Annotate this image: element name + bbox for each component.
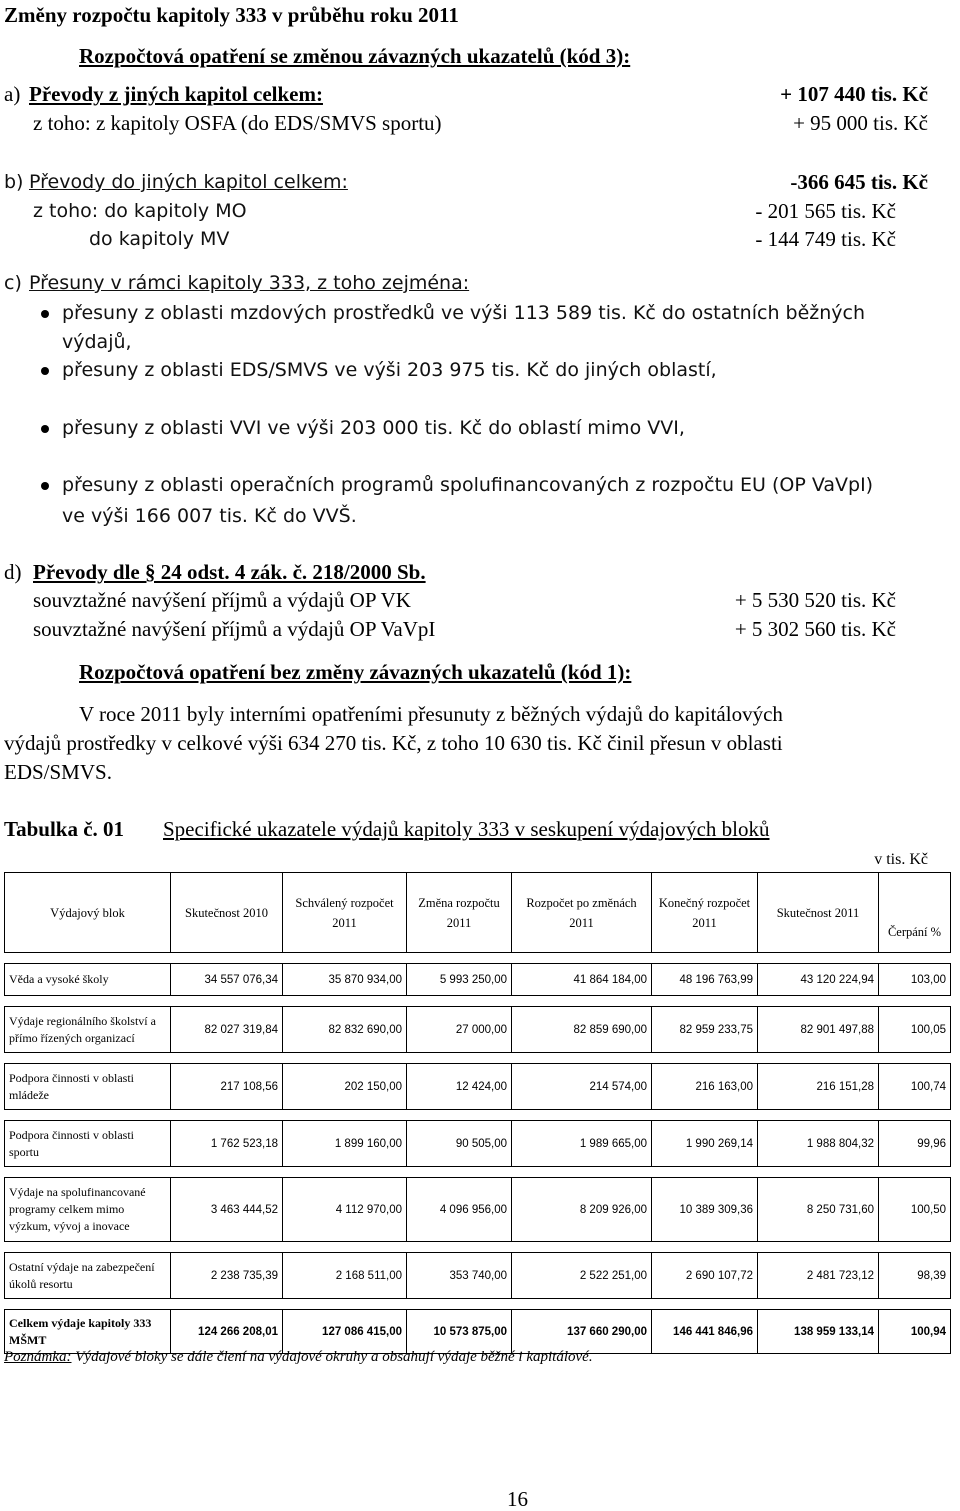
page-title: Změny rozpočtu kapitoly 333 v průběhu roku 2011: [4, 3, 459, 27]
cell: 2 481 723,12: [758, 1253, 879, 1299]
table-row: [5, 964, 951, 996]
table-spacer: [5, 953, 951, 964]
header-cell: Rozpočet po změnách 2011: [512, 873, 652, 953]
cell: 100,74: [879, 1064, 951, 1110]
cell: 214 574,00: [512, 1064, 652, 1110]
cell: 34 557 076,34: [171, 964, 283, 996]
cell: 146 441 846,96: [652, 1310, 758, 1354]
cell: 8 250 731,60: [758, 1178, 879, 1242]
cell: 8 209 926,00: [512, 1178, 652, 1242]
item-b-value: -366 645 tis. Kč: [790, 170, 928, 194]
row-name: Věda a vysoké školy: [5, 964, 171, 996]
cell: 82 027 319,84: [171, 1007, 283, 1053]
cell: 1 989 665,00: [512, 1121, 652, 1167]
header-cell: Čerpání %: [879, 873, 951, 953]
item-d-sub1-value: + 5 530 520 tis. Kč: [734, 588, 896, 612]
cell: 43 120 224,94: [758, 964, 879, 996]
cell: 103,00: [879, 964, 951, 996]
item-a-value: + 107 440 tis. Kč: [780, 82, 928, 106]
bullet-icon: [41, 425, 49, 433]
table-spacer: [5, 996, 951, 1007]
table-unit: v tis. Kč: [874, 851, 928, 868]
paragraph-line2: výdajů prostředky v celkové výši 634 270 tis. Kč, z toho 10 630 tis. Kč činil přesun v oblasti: [4, 731, 783, 755]
cell: 5 993 250,00: [407, 964, 512, 996]
cell: 138 959 133,14: [758, 1310, 879, 1354]
row-name: Podpora činnosti v oblasti mládeže: [5, 1064, 171, 1110]
item-c-bullet4-line2: ve výši 166 007 tis. Kč do VVŠ.: [62, 505, 357, 527]
table-label: Tabulka č. 01: [4, 817, 125, 841]
row-name: Ostatní výdaje na zabezpečení úkolů resortu: [5, 1253, 171, 1299]
item-b-sub2-value: - 144 749 tis. Kč: [755, 227, 896, 251]
item-a-sub-label: z toho: z kapitoly OSFA (do EDS/SMVS sportu): [33, 111, 442, 135]
header-cell: Výdajový blok: [5, 873, 171, 953]
table-row: [5, 1253, 951, 1299]
cell: 3 463 444,52: [171, 1178, 283, 1242]
bullet-icon: [41, 367, 49, 375]
item-c-bullet3: přesuny z oblasti VVI ve výši 203 000 tis. Kč do oblastí mimo VVI,: [62, 417, 685, 439]
note-label: Poznámka:: [4, 1349, 72, 1365]
header-cell: Změna rozpočtu 2011: [407, 873, 512, 953]
header-cell: Skutečnost 2011: [758, 873, 879, 953]
table-spacer: [5, 1110, 951, 1121]
item-b-sub1-value: - 201 565 tis. Kč: [755, 199, 896, 223]
cell: 27 000,00: [407, 1007, 512, 1053]
item-b-label: Převody do jiných kapitol celkem:: [29, 171, 348, 193]
cell: 216 151,28: [758, 1064, 879, 1110]
item-b-sub1-label: z toho: do kapitoly MO: [33, 200, 247, 222]
cell: 202 150,00: [283, 1064, 407, 1110]
cell: 99,96: [879, 1121, 951, 1167]
header-cell: Konečný rozpočet 2011: [652, 873, 758, 953]
cell: 100,50: [879, 1178, 951, 1242]
item-c-bullet1-line2: výdajů,: [62, 331, 132, 353]
cell: 90 505,00: [407, 1121, 512, 1167]
table-caption: Specifické ukazatele výdajů kapitoly 333 v seskupení výdajových bloků: [163, 817, 770, 841]
table-row: [5, 1007, 951, 1053]
cell: 353 740,00: [407, 1253, 512, 1299]
table-row: [5, 1121, 951, 1167]
cell: 35 870 934,00: [283, 964, 407, 996]
item-c-label: Přesuny v rámci kapitoly 333, z toho zejména:: [29, 272, 470, 294]
bullet-icon: [41, 482, 49, 490]
cell: 100,05: [879, 1007, 951, 1053]
cell: 82 832 690,00: [283, 1007, 407, 1053]
item-d-marker: d): [4, 560, 22, 584]
cell: 4 096 956,00: [407, 1178, 512, 1242]
cell: 10 573 875,00: [407, 1310, 512, 1354]
paragraph-line3: EDS/SMVS.: [4, 760, 112, 784]
cell: 82 901 497,88: [758, 1007, 879, 1053]
cell: 1 990 269,14: [652, 1121, 758, 1167]
cell: 2 522 251,00: [512, 1253, 652, 1299]
paragraph-line1: V roce 2011 byly interními opatřeními přesunuty z běžných výdajů do kapitálových: [79, 702, 783, 726]
item-c-marker: c): [4, 272, 22, 294]
cell: 137 660 290,00: [512, 1310, 652, 1354]
item-b-sub2-label: do kapitoly MV: [89, 228, 230, 250]
cell: 1 988 804,32: [758, 1121, 879, 1167]
item-b-marker: b): [4, 171, 24, 193]
item-d-sub2-label: souvztažné navýšení příjmů a výdajů OP VaVpI: [33, 617, 436, 641]
item-d-sub2-value: + 5 302 560 tis. Kč: [734, 617, 896, 641]
header-cell: Schválený rozpočet 2011: [283, 873, 407, 953]
item-a-sub-value: + 95 000 tis. Kč: [793, 111, 928, 135]
cell: 48 196 763,99: [652, 964, 758, 996]
table-spacer: [5, 1167, 951, 1178]
cell: 41 864 184,00: [512, 964, 652, 996]
section-heading-code3: Rozpočtová opatření se změnou závazných ukazatelů (kód 3):: [79, 44, 631, 68]
item-c-bullet2: přesuny z oblasti EDS/SMVS ve výši 203 975 tis. Kč do jiných oblastí,: [62, 359, 717, 381]
table-row: [5, 1064, 951, 1110]
cell: 2 238 735,39: [171, 1253, 283, 1299]
cell: 1 762 523,18: [171, 1121, 283, 1167]
table-spacer: [5, 1053, 951, 1064]
row-name: Výdaje regionálního školství a přímo řízených organizací: [5, 1007, 171, 1053]
header-cell: Skutečnost 2010: [171, 873, 283, 953]
section-heading-code1: Rozpočtová opatření bez změny závazných ukazatelů (kód 1):: [79, 660, 632, 684]
item-a-marker: a): [4, 82, 21, 106]
item-d-label: Převody dle § 24 odst. 4 zák. č. 218/2000 Sb.: [33, 560, 426, 584]
table-total-row: [5, 1310, 951, 1354]
table-header-row: [5, 873, 951, 953]
cell: 100,94: [879, 1310, 951, 1354]
cell: 2 168 511,00: [283, 1253, 407, 1299]
row-name: Výdaje na spolufinancované programy celkem mimo výzkum, vývoj a inovace: [5, 1178, 171, 1242]
cell: 124 266 208,01: [171, 1310, 283, 1354]
cell: 82 859 690,00: [512, 1007, 652, 1053]
item-d-sub1-label: souvztažné navýšení příjmů a výdajů OP VK: [33, 588, 411, 612]
row-name: Podpora činnosti v oblasti sportu: [5, 1121, 171, 1167]
cell: 82 959 233,75: [652, 1007, 758, 1053]
cell: 217 108,56: [171, 1064, 283, 1110]
cell: 10 389 309,36: [652, 1178, 758, 1242]
cell: 216 163,00: [652, 1064, 758, 1110]
expenditure-table: [4, 872, 951, 1354]
total-name: Celkem výdaje kapitoly 333 MŠMT: [5, 1310, 171, 1354]
cell: 4 112 970,00: [283, 1178, 407, 1242]
cell: 98,39: [879, 1253, 951, 1299]
cell: 2 690 107,72: [652, 1253, 758, 1299]
item-a-label: Převody z jiných kapitol celkem:: [29, 82, 323, 106]
cell: 127 086 415,00: [283, 1310, 407, 1354]
cell: 12 424,00: [407, 1064, 512, 1110]
note-text: Výdajové bloky se dále člení na výdajové okruhy a obsahují výdaje běžné i kapitálové.: [71, 1349, 593, 1365]
table-spacer: [5, 1242, 951, 1253]
table-row: [5, 1178, 951, 1242]
item-c-bullet1-line1: přesuny z oblasti mzdových prostředků ve výši 113 589 tis. Kč do ostatních běžných: [62, 302, 866, 324]
table-spacer: [5, 1299, 951, 1310]
table-note: [4, 1349, 593, 1366]
item-c-bullet4-line1: přesuny z oblasti operačních programů spolufinancovaných z rozpočtu EU (OP VaVpI): [62, 474, 874, 496]
page-number: 16: [507, 1487, 528, 1511]
cell: 1 899 160,00: [283, 1121, 407, 1167]
bullet-icon: [41, 310, 49, 318]
